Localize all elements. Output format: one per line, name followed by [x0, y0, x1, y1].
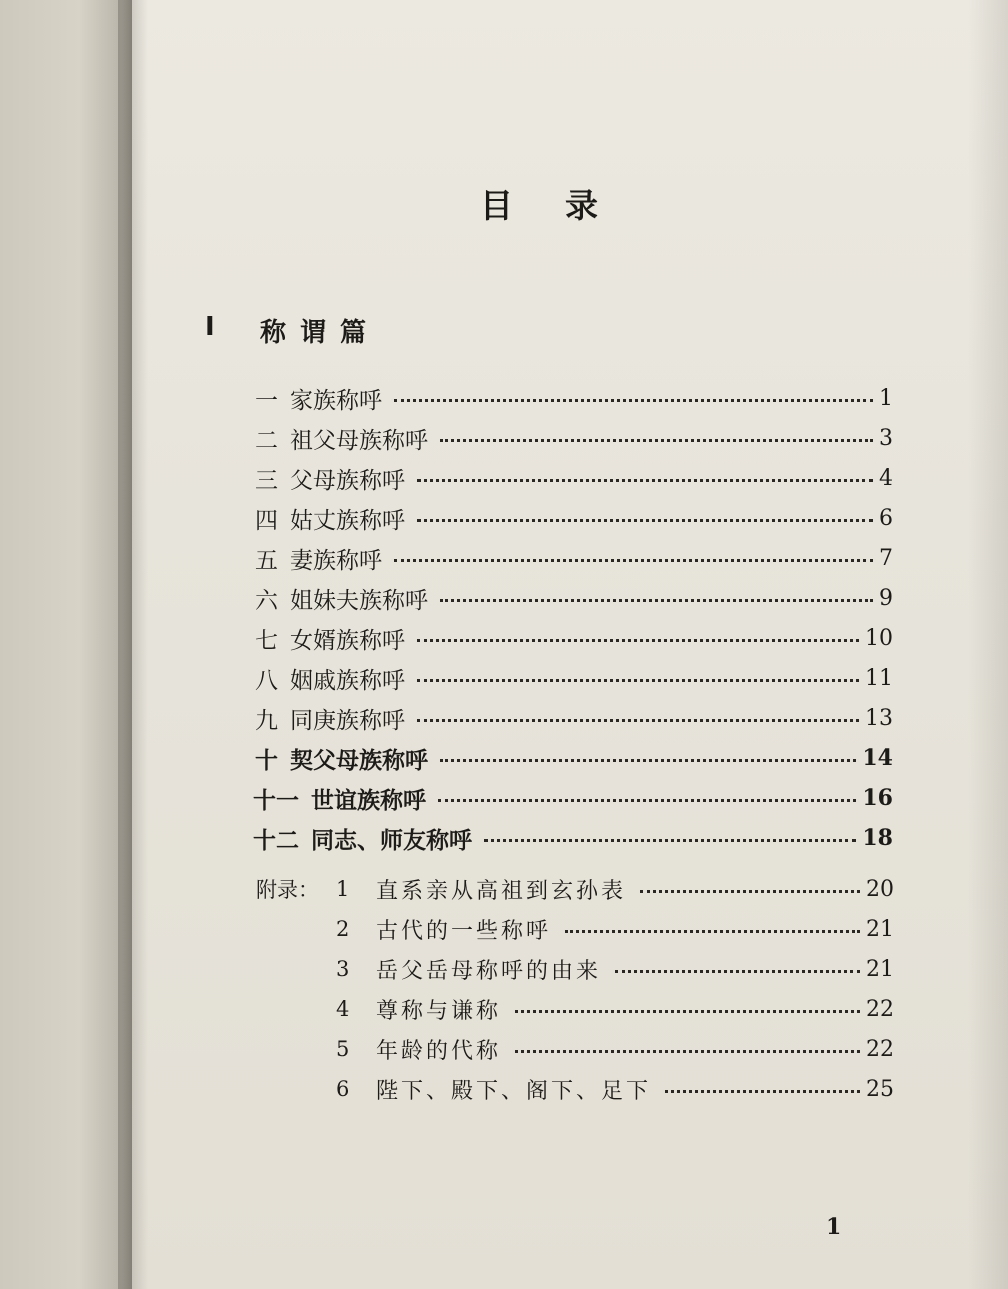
appendix-entry-page: 20	[866, 876, 894, 902]
toc-entry-number: 四	[255, 507, 278, 534]
toc-entry-page: 3	[879, 425, 893, 451]
appendix-entry-page: 25	[866, 1076, 894, 1102]
toc-entry-page: 14	[862, 745, 893, 771]
book-gutter	[118, 0, 148, 1289]
appendix-entry-number: 6	[336, 1077, 350, 1101]
toc-entry-title: 女婿族称呼	[290, 627, 405, 654]
dot-leader	[515, 1050, 860, 1053]
toc-entry-number: 九	[255, 707, 278, 734]
toc-entry-number: 十二	[253, 826, 299, 854]
dot-leader	[394, 559, 873, 562]
section-number: I	[205, 312, 215, 342]
dot-leader	[615, 970, 860, 973]
toc-entry-title: 祖父母族称呼	[290, 427, 428, 454]
toc-entry	[255, 421, 893, 455]
toc-entry-title: 世谊族称呼	[311, 786, 426, 814]
appendix-entry-number: 2	[336, 917, 350, 941]
dot-leader	[438, 799, 856, 802]
appendix-entry	[336, 1072, 894, 1106]
toc-entry	[255, 701, 893, 735]
toc-entry-page: 1	[879, 385, 893, 411]
page-edge-shadow	[968, 0, 1008, 1289]
appendix-entry-title: 直系亲从高祖到玄孙表	[376, 878, 627, 904]
toc-entry-title: 同庚族称呼	[290, 707, 405, 734]
toc-entry-number: 五	[255, 547, 278, 574]
appendix-entry-number: 1	[336, 877, 350, 901]
dot-leader	[394, 399, 873, 402]
toc-entry	[253, 781, 893, 815]
toc-entry	[255, 621, 893, 655]
toc-entry-number: 十一	[253, 786, 299, 814]
toc-entry-page: 10	[865, 625, 893, 651]
appendix-entry	[336, 912, 894, 946]
appendix-entry-number: 5	[336, 1037, 350, 1061]
dot-leader	[417, 639, 859, 642]
toc-entry-number: 三	[255, 467, 278, 494]
toc-entry-page: 13	[865, 705, 893, 731]
toc-entry-title: 契父母族称呼	[290, 746, 428, 774]
appendix-entry-title: 陛下、殿下、阁下、足下	[376, 1078, 652, 1104]
dot-leader	[515, 1010, 860, 1013]
toc-entry-title: 家族称呼	[290, 387, 382, 414]
page-title: 目录	[480, 186, 650, 225]
dot-leader	[565, 930, 860, 933]
appendix-entry-number: 3	[336, 957, 350, 981]
appendix-entry-title: 古代的一些称呼	[376, 918, 552, 944]
dot-leader	[440, 439, 873, 442]
toc-entry	[255, 741, 893, 775]
toc-entry-title: 同志、师友称呼	[311, 826, 472, 854]
toc-entry-page: 16	[862, 785, 893, 811]
section-heading	[205, 312, 465, 352]
toc-entry	[255, 661, 893, 695]
toc-entry-title: 父母族称呼	[290, 467, 405, 494]
appendix-entry-page: 22	[866, 996, 894, 1022]
toc-entry-number: 二	[255, 427, 278, 454]
toc-entry-page: 7	[879, 545, 893, 571]
toc-entry	[255, 461, 893, 495]
toc-entry-title: 姻戚族称呼	[290, 667, 405, 694]
toc-entry-page: 18	[862, 825, 893, 851]
left-page	[0, 0, 132, 1289]
appendix-entry-title: 年龄的代称	[376, 1038, 502, 1064]
appendix-entry	[336, 992, 894, 1026]
toc-entry-number: 六	[255, 587, 278, 614]
toc-entry	[255, 541, 893, 575]
dot-leader	[440, 599, 873, 602]
toc-entry-number: 一	[255, 387, 278, 414]
toc-entry	[255, 581, 893, 615]
toc-entry-page: 9	[879, 585, 893, 611]
dot-leader	[440, 759, 856, 762]
toc-entry-page: 4	[879, 465, 893, 491]
toc-entry	[255, 501, 893, 535]
toc-entry-title: 姐妹夫族称呼	[290, 587, 428, 614]
dot-leader	[665, 1090, 860, 1093]
appendix-entry-page: 21	[866, 916, 894, 942]
appendix-entry-page: 22	[866, 1036, 894, 1062]
toc-entry-page: 11	[865, 665, 893, 691]
dot-leader	[484, 839, 856, 842]
toc-entry-number: 七	[255, 627, 278, 654]
dot-leader	[640, 890, 860, 893]
toc-entry	[255, 381, 893, 415]
appendix-entry-page: 21	[866, 956, 894, 982]
toc-entry-title: 妻族称呼	[290, 547, 382, 574]
section-name: 称谓篇	[260, 318, 381, 348]
toc-entry-number: 八	[255, 667, 278, 694]
toc-entry-page: 6	[879, 505, 893, 531]
appendix-entry-title: 尊称与谦称	[376, 998, 502, 1024]
appendix-entry-number: 4	[336, 997, 350, 1021]
toc-entry	[253, 821, 893, 855]
appendix-label: 附录：	[256, 878, 319, 902]
dot-leader	[417, 519, 873, 522]
page-number: 1	[826, 1214, 842, 1240]
appendix-entry	[336, 952, 894, 986]
dot-leader	[417, 679, 859, 682]
appendix-entry	[336, 1032, 894, 1066]
appendix-entry-title: 岳父岳母称呼的由来	[376, 958, 602, 984]
toc-entry-title: 姑丈族称呼	[290, 507, 405, 534]
dot-leader	[417, 479, 873, 482]
dot-leader	[417, 719, 859, 722]
toc-entry-number: 十	[255, 746, 278, 774]
appendix-entry	[336, 872, 894, 906]
